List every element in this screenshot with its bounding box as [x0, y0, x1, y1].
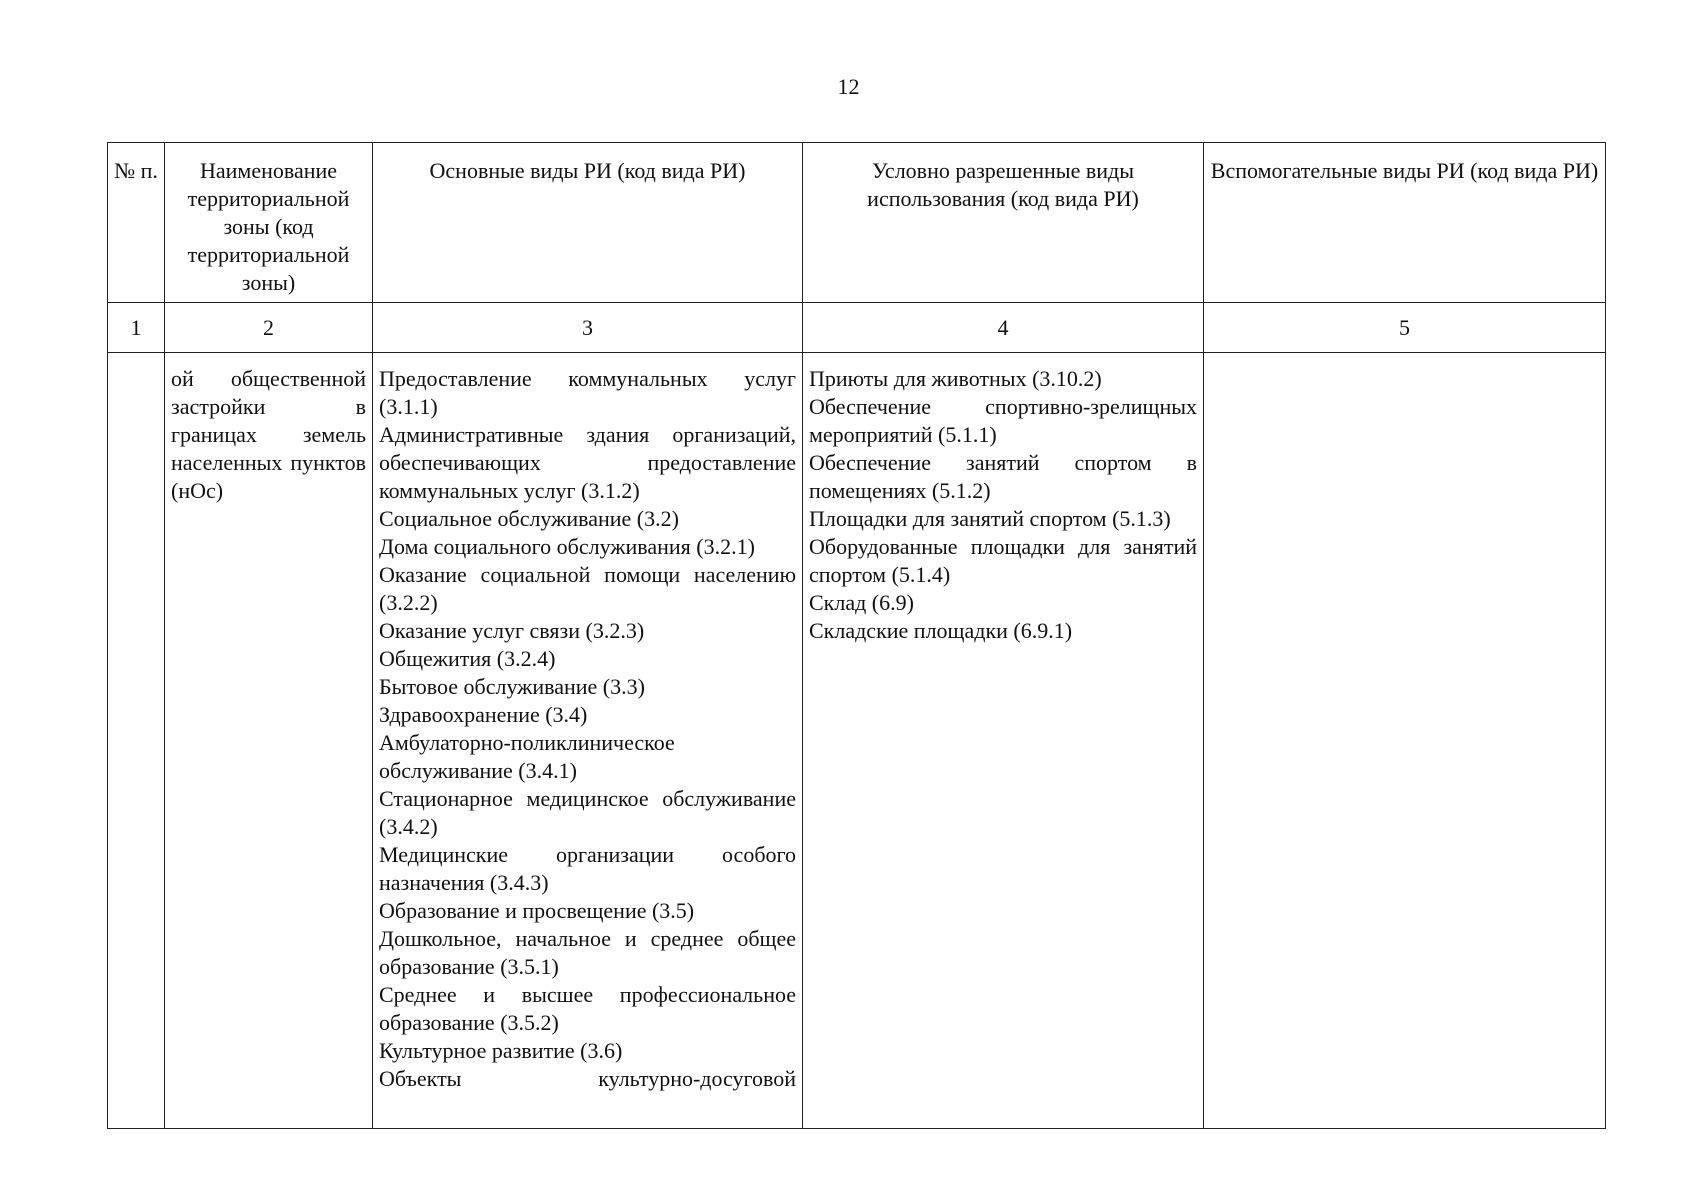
column-number-1: 1 — [108, 303, 165, 353]
table-row — [108, 353, 1606, 1129]
list-item: Обеспечение спортивно-зрелищных мероприятий (5.1.1) — [809, 394, 1197, 447]
header-main-uses: Основные виды РИ (код вида РИ) — [373, 143, 803, 303]
column-number-3: 3 — [373, 303, 803, 353]
list-item: Оказание социальной помощи населению (3.2.2) — [379, 562, 796, 615]
list-item: Оказание услуг связи (3.2.3) — [379, 618, 645, 643]
list-item: Предоставление коммунальных услуг (3.1.1) — [379, 366, 796, 419]
list-item: Стационарное медицинское обслуживание (3.4.2) — [379, 786, 796, 839]
column-number-4: 4 — [803, 303, 1204, 353]
table-header-row — [108, 143, 1606, 303]
list-item: Дома социального обслуживания (3.2.1) — [379, 534, 755, 559]
conditional-uses-cell — [803, 353, 1204, 1129]
main-uses-cell — [373, 353, 803, 1129]
list-item: Дошкольное, начальное и среднее общее образование (3.5.1) — [379, 926, 796, 979]
header-number: № п. — [108, 143, 165, 303]
list-item: Административные здания организаций, обеспечивающих предоставление коммунальных услуг (3.1.2) — [379, 422, 796, 503]
list-item: Культурное развитие (3.6) — [379, 1038, 623, 1063]
list-item: Медицинские организации особого назначения (3.4.3) — [379, 842, 796, 895]
list-item: Общежития (3.2.4) — [379, 646, 556, 671]
list-item: Здравоохранение (3.4) — [379, 702, 588, 727]
auxiliary-uses-cell — [1204, 353, 1606, 1129]
column-number-2: 2 — [165, 303, 373, 353]
row-number-cell — [108, 353, 165, 1129]
header-zone-name: Наименование территориальной зоны (код территориальной зоны) — [165, 143, 373, 303]
zones-table — [107, 142, 1606, 1129]
list-item: Приюты для животных (3.10.2) — [809, 366, 1102, 391]
list-item: Склад (6.9) — [809, 590, 914, 615]
column-number-5: 5 — [1204, 303, 1606, 353]
page-number: 12 — [837, 74, 860, 99]
list-item: Складские площадки (6.9.1) — [809, 618, 1073, 643]
list-item: Объекты культурно-досуговой — [379, 1066, 796, 1091]
list-item: Обеспечение занятий спортом в помещениях (5.1.2) — [809, 450, 1197, 503]
header-auxiliary-uses: Вспомогательные виды РИ (код вида РИ) — [1204, 143, 1606, 303]
list-item: Амбулаторно-поликлиническое обслуживание (3.4.1) — [379, 730, 675, 783]
list-item: Площадки для занятий спортом (5.1.3) — [809, 506, 1171, 531]
list-item: Оборудованные площадки для занятий спортом (5.1.4) — [809, 534, 1197, 587]
header-conditional-uses: Условно разрешенные виды использования (код вида РИ) — [803, 143, 1204, 303]
column-numbers-row — [108, 303, 1606, 353]
zone-name-cell: ой общественной застройки в границах земель населенных пунктов (нОс) — [165, 353, 373, 1129]
list-item: Социальное обслуживание (3.2) — [379, 506, 679, 531]
list-item: Среднее и высшее профессиональное образование (3.5.2) — [379, 982, 796, 1035]
list-item: Бытовое обслуживание (3.3) — [379, 674, 645, 699]
list-item: Образование и просвещение (3.5) — [379, 898, 695, 923]
